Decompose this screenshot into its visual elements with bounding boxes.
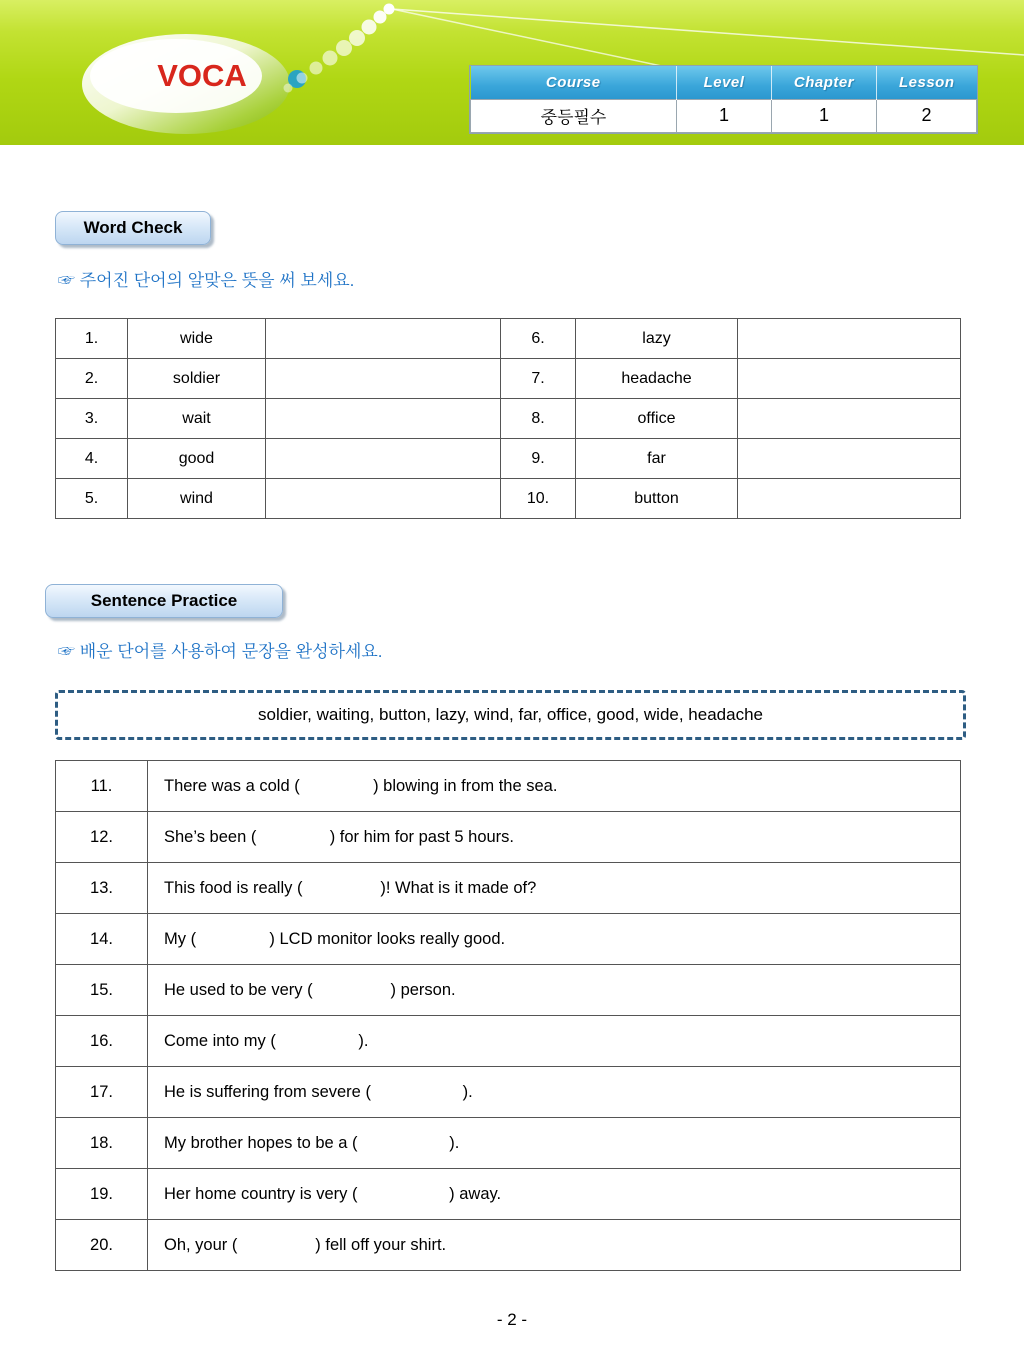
sentence-number: 17. bbox=[56, 1067, 148, 1118]
word-number: 7. bbox=[501, 359, 576, 399]
word-answer-blank bbox=[266, 439, 501, 479]
sentence-text: My brother hopes to be a ( ). bbox=[148, 1118, 961, 1169]
word-term: far bbox=[576, 439, 738, 479]
word-term: button bbox=[576, 479, 738, 519]
word-row bbox=[56, 399, 961, 439]
sentence-row bbox=[56, 1067, 961, 1118]
word-answer-blank bbox=[266, 359, 501, 399]
sentence-row bbox=[56, 1016, 961, 1067]
sentence-number: 14. bbox=[56, 914, 148, 965]
word-term: wide bbox=[128, 319, 266, 359]
sentence-row bbox=[56, 914, 961, 965]
sentence-row bbox=[56, 812, 961, 863]
word-term: wait bbox=[128, 399, 266, 439]
sentence-text: There was a cold ( ) blowing in from the sea. bbox=[148, 761, 961, 812]
word-number: 8. bbox=[501, 399, 576, 439]
word-answer-blank bbox=[738, 319, 961, 359]
word-check-instruction: ☞ 주어진 단어의 알맞은 뜻을 써 보세요. bbox=[58, 271, 355, 290]
word-row bbox=[56, 479, 961, 519]
word-term: headache bbox=[576, 359, 738, 399]
header-banner bbox=[0, 0, 1024, 145]
sentence-text: This food is really ( )! What is it made of? bbox=[148, 863, 961, 914]
course-info-table bbox=[470, 66, 977, 133]
word-number: 9. bbox=[501, 439, 576, 479]
page-number: - 2 - bbox=[496, 1310, 528, 1329]
word-answer-blank bbox=[266, 479, 501, 519]
word-number: 2. bbox=[56, 359, 128, 399]
sentence-text: She’s been ( ) for him for past 5 hours. bbox=[148, 812, 961, 863]
sentence-number: 18. bbox=[56, 1118, 148, 1169]
word-answer-blank bbox=[738, 439, 961, 479]
word-bank-words: soldier, waiting, button, lazy, wind, far, office, good, wide, headache bbox=[258, 705, 763, 724]
level-value: 1 bbox=[677, 99, 772, 132]
lesson-value: 2 bbox=[877, 99, 977, 132]
lesson-header: Lesson bbox=[877, 66, 977, 99]
word-number: 3. bbox=[56, 399, 128, 439]
word-answer-blank bbox=[266, 319, 501, 359]
sentence-practice-instruction: ☞ 배운 단어를 사용하여 문장을 완성하세요. bbox=[58, 642, 383, 661]
sentence-row bbox=[56, 863, 961, 914]
sentence-text: Come into my ( ). bbox=[148, 1016, 961, 1067]
word-term: soldier bbox=[128, 359, 266, 399]
sentence-row bbox=[56, 1118, 961, 1169]
word-term: lazy bbox=[576, 319, 738, 359]
sentence-text: He used to be very ( ) person. bbox=[148, 965, 961, 1016]
word-check-badge bbox=[55, 211, 211, 245]
word-number: 10. bbox=[501, 479, 576, 519]
sentence-number: 12. bbox=[56, 812, 148, 863]
word-number: 5. bbox=[56, 479, 128, 519]
sentence-row bbox=[56, 1220, 961, 1271]
dots-trail-decoration bbox=[284, 4, 395, 93]
course-value: 중등필수 bbox=[471, 99, 677, 132]
sentence-text: My ( ) LCD monitor looks really good. bbox=[148, 914, 961, 965]
word-bank-box bbox=[55, 690, 966, 740]
sentence-practice-badge bbox=[45, 584, 283, 618]
sentence-number: 13. bbox=[56, 863, 148, 914]
word-answer-blank bbox=[738, 479, 961, 519]
word-answer-blank bbox=[266, 399, 501, 439]
sentence-text: He is suffering from severe ( ). bbox=[148, 1067, 961, 1118]
word-check-title: Word Check bbox=[83, 218, 183, 237]
sentence-number: 16. bbox=[56, 1016, 148, 1067]
word-check-table bbox=[55, 318, 961, 519]
word-row bbox=[56, 439, 961, 479]
word-answer-blank bbox=[738, 359, 961, 399]
voca-logo bbox=[82, 34, 306, 134]
word-term: office bbox=[576, 399, 738, 439]
course-header: Course bbox=[471, 66, 677, 99]
sentence-row bbox=[56, 965, 961, 1016]
sentence-number: 15. bbox=[56, 965, 148, 1016]
course-info-value-row bbox=[471, 99, 977, 132]
course-info-header-row bbox=[471, 66, 977, 99]
word-answer-blank bbox=[738, 399, 961, 439]
sentence-number: 20. bbox=[56, 1220, 148, 1271]
sentence-practice-title: Sentence Practice bbox=[90, 591, 238, 610]
level-header: Level bbox=[677, 66, 772, 99]
sentence-text: Oh, your ( ) fell off your shirt. bbox=[148, 1220, 961, 1271]
sentence-row bbox=[56, 761, 961, 812]
sentence-practice-table bbox=[55, 760, 961, 1271]
sentence-row bbox=[56, 1169, 961, 1220]
word-term: good bbox=[128, 439, 266, 479]
word-number: 1. bbox=[56, 319, 128, 359]
word-number: 4. bbox=[56, 439, 128, 479]
chapter-value: 1 bbox=[772, 99, 877, 132]
word-row bbox=[56, 359, 961, 399]
word-number: 6. bbox=[501, 319, 576, 359]
sentence-number: 11. bbox=[56, 761, 148, 812]
sentence-text: Her home country is very ( ) away. bbox=[148, 1169, 961, 1220]
word-row bbox=[56, 319, 961, 359]
word-term: wind bbox=[128, 479, 266, 519]
sentence-number: 19. bbox=[56, 1169, 148, 1220]
voca-logo-text: VOCA bbox=[157, 58, 247, 93]
chapter-header: Chapter bbox=[772, 66, 877, 99]
